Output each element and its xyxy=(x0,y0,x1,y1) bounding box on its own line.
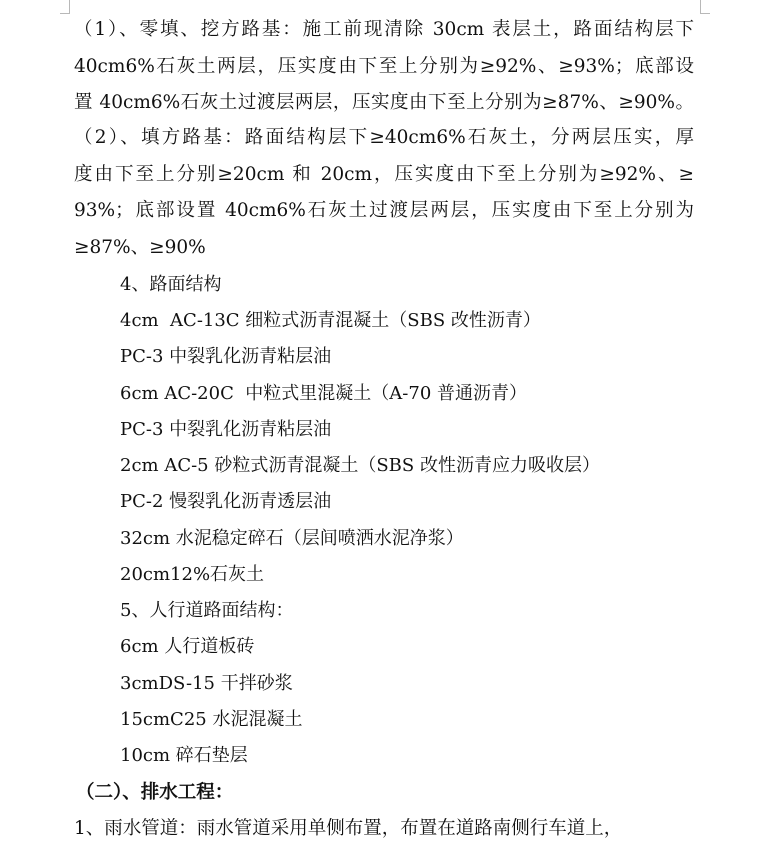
pavement-layer-item: 4cm AC-13C 细粒式沥青混凝土（SBS 改性沥青） xyxy=(120,310,541,331)
page-corner-mark-left-h xyxy=(60,13,70,14)
pavement-layer-item: PC-3 中裂乳化沥青粘层油 xyxy=(120,346,332,367)
page-corner-mark-left xyxy=(69,0,70,14)
paragraph-line: ≥87%、≥90% xyxy=(74,236,206,258)
paragraph-line: 置 40cm6%石灰土过渡层两层，压实度由下至上分别为≥87%、≥90%。 xyxy=(74,92,694,113)
sidewalk-layer-item: 15cmC25 水泥混凝土 xyxy=(120,709,303,730)
sidewalk-structure-heading: 5、人行道路面结构： xyxy=(120,600,294,621)
sidewalk-layer-item: 6cm 人行道板砖 xyxy=(120,636,255,657)
paragraph-line: 93%；底部设置 40cm6%石灰土过渡层两层，压实度由下至上分别为 xyxy=(74,200,694,221)
paragraph-fill-subgrade xyxy=(74,120,706,266)
pavement-layer-item: 32cm 水泥稳定碎石（层间喷洒水泥净浆） xyxy=(120,528,464,549)
pavement-layer-item: PC-3 中裂乳化沥青粘层油 xyxy=(120,419,332,440)
paragraph-line: 度由下至上分别≥20cm 和 20cm，压实度由下至上分别为≥92%、≥ xyxy=(74,163,694,185)
paragraph-line: （2）、填方路基：路面结构层下≥40cm6%石灰土，分两层压实，厚 xyxy=(74,127,694,148)
sidewalk-layer-item: 3cmDS-15 干拌砂浆 xyxy=(120,673,293,694)
paragraph-line: （1）、零填、挖方路基：施工前现清除 30cm 表层土，路面结构层下 xyxy=(74,19,694,40)
pavement-layer-item: 2cm AC-5 砂粒式沥青混凝土（SBS 改性沥青应力吸收层） xyxy=(120,455,600,476)
pavement-layer-item: 6cm AC-20C 中粒式里混凝土（A-70 普通沥青） xyxy=(120,383,528,404)
pavement-structure-heading: 4、路面结构 xyxy=(120,274,222,295)
paragraph-cut-fill-subgrade xyxy=(74,12,706,122)
drainage-first-line: 1、雨水管道：雨水管道采用单侧布置，布置在道路南侧行车道上， xyxy=(74,818,623,839)
pavement-layer-item: PC-2 慢裂乳化沥青透层油 xyxy=(120,491,332,512)
paragraph-line: 40cm6%石灰土两层，压实度由下至上分别为≥92%、≥93%；底部设 xyxy=(74,55,694,77)
drainage-section-heading: （二）、排水工程： xyxy=(76,782,234,803)
pavement-layer-item: 20cm12%石灰土 xyxy=(120,564,265,585)
sidewalk-layer-item: 10cm 碎石垫层 xyxy=(120,745,248,766)
